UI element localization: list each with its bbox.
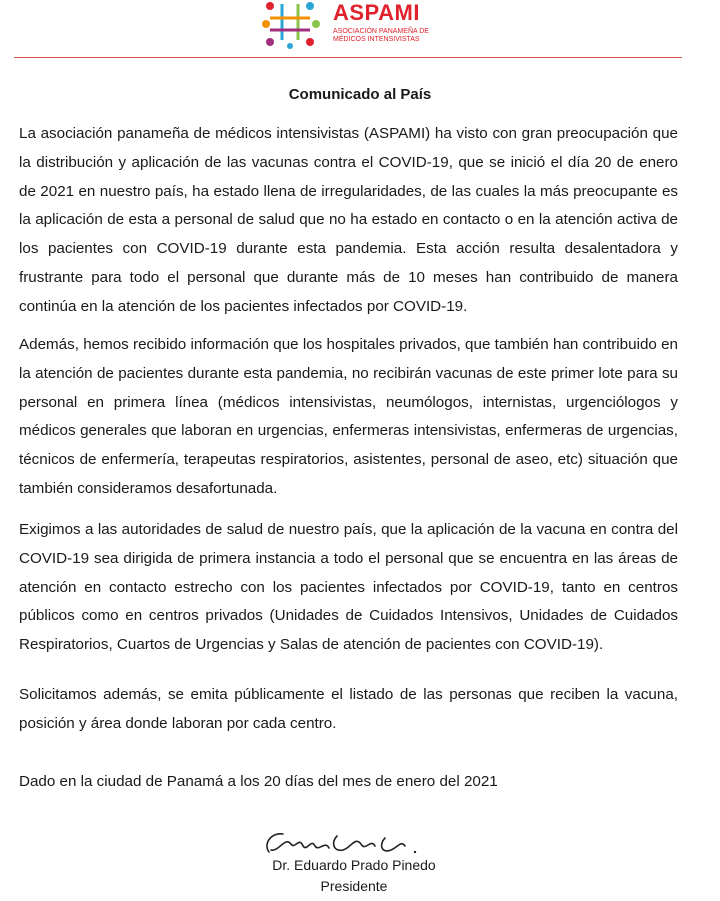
paragraph-2: Además, hemos recibido información que los hospitales privados, que también han contribuido en la atención de pacientes durante esta pandemia, no recibirán vacunas de este primer lote para su personal en primera línea (médicos intensivistas, neumólogos, internistas, urgenciólogos y médicos generales que laboran en urgencias, enfermeras intensivistas, enfermeras de urgencias, técnicos de enfermería, terapeutas respiratorios, asistentes, personal de aseo, etc) situación que también consideramos desafortunada. bbox=[19, 336, 678, 497]
paragraph-1: La asociación panameña de médicos intensivistas (ASPAMI) ha visto con gran preocupación que la distribución y aplicación de las vacunas contra el COVID-19, que se inició el día 20 de enero de 2021 en nuestro país, ha estado llena de irregularidades, de las cuales la más preocupante es la aplicación de esta a personal de salud que no ha estado en contacto o en la atención activa de los pacientes con COVID-19 durante esta pandemia. Esta acción resulta desalentadora y frustrante para todo el personal que durante más de 10 meses han contribuido de manera continúa en la atención de los pacientes infectados por COVID-19. bbox=[19, 125, 678, 315]
logo-name: ASPAMI bbox=[333, 0, 420, 25]
paragraph-4: Solicitamos además, se emita públicamente el listado de las personas que reciben la vacuna, posición y área donde laboran por cada centro. bbox=[19, 686, 678, 732]
document-title: Comunicado al País bbox=[288, 86, 432, 103]
molecule-logo-icon bbox=[262, 0, 328, 50]
aspami-logo bbox=[262, 0, 452, 50]
signatory-name: Dr. Eduardo Prado Pinedo bbox=[272, 857, 436, 873]
logo-subtitle: ASOCIACIÓN PANAMEÑA DE MÉDICOS INTENSIVISTAS bbox=[333, 28, 429, 43]
paragraph-3: Exigimos a las autoridades de salud de nuestro país, que la aplicación de la vacuna en contra del COVID-19 sea dirigida de primera instancia a todo el personal que se encuentra en las áreas de atención en contacto estrecho con los pacientes infectados por COVID-19, tanto en centros públicos como en centros privados (Unidades de Cuidados Intensivos, Unidades de Cuidados Respiratorios, Cuartos de Urgencias y Salas de atención de pacientes con COVID-19). bbox=[19, 521, 678, 654]
closing-line: Dado en la ciudad de Panamá a los 20 días del mes de enero del 2021 bbox=[19, 773, 498, 790]
header-divider bbox=[14, 57, 682, 58]
signatory-title: Presidente bbox=[320, 878, 388, 894]
